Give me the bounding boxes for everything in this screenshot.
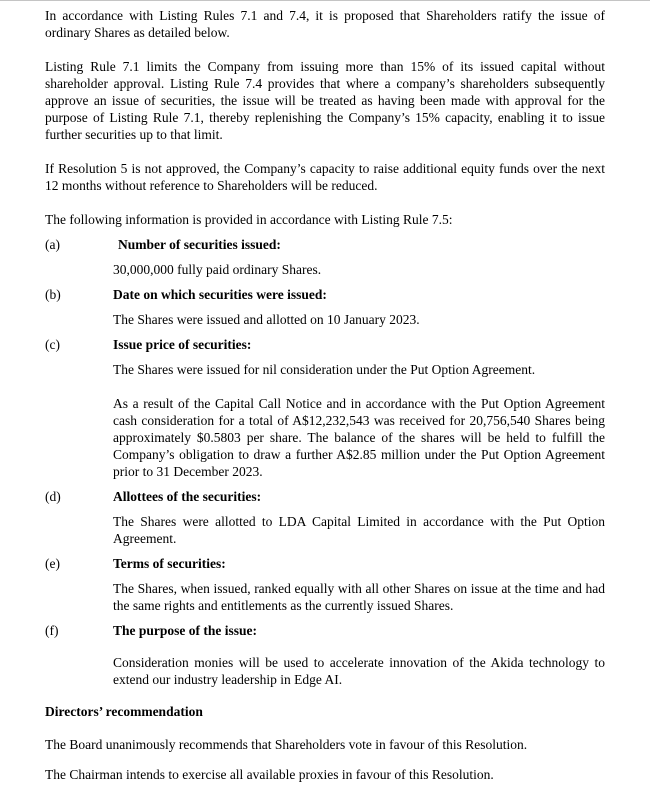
chairman-proxies-paragraph: The Chairman intends to exercise all available proxies in favour of this Resolution. [45,767,494,782]
list-item-b [45,286,605,328]
board-recommendation-paragraph: The Board unanimously recommends that Shareholders vote in favour of this Resolution. [45,737,528,752]
item-heading-f: The purpose of the issue: [113,623,258,638]
item-content-f [113,622,605,688]
item-heading-a: Number of securities issued: [118,237,281,252]
item-paragraph-d-1: The Shares were allotted to LDA Capital Limited in accordance with the Put Option Agreement. [113,514,605,546]
item-letter-b: (b) [45,287,61,302]
item-letter-d: (d) [45,489,61,504]
list-item-d [45,488,605,547]
item-paragraph-f-1: Consideration monies will be used to accelerate innovation of the Akida technology to extend our industry leadership in Edge AI. [113,655,605,687]
lead-in-paragraph: The following information is provided in accordance with Listing Rule 7.5: [45,212,453,227]
list-item-c [45,336,605,480]
item-paragraph-c-1: The Shares were issued for nil consideration under the Put Option Agreement. [113,362,536,377]
directors-recommendation-heading: Directors’ recommendation [45,704,203,719]
item-content-a [113,236,605,278]
item-heading-c: Issue price of securities: [113,337,252,352]
item-content-b [113,286,605,328]
item-content-d [113,488,605,547]
item-letter-a: (a) [45,237,60,252]
item-heading-b: Date on which securities were issued: [113,287,327,302]
item-paragraph-a-1: 30,000,000 fully paid ordinary Shares. [113,262,322,277]
item-heading-d: Allottees of the securities: [113,489,262,504]
intro-paragraph-2: Listing Rule 7.1 limits the Company from issuing more than 15% of its issued capital without shareholder approval. Listing Rule 7.4 provides that where a company’s shareholders subsequently approve an issue of securities, the issue will be treated as having been made with approval for the purpose of Listing Rule 7.1, thereby replenishing the Company’s 15% capacity, enabling it to issue further securities up to that limit. [45,59,605,142]
item-heading-e: Terms of securities: [113,556,226,571]
item-letter-e: (e) [45,556,60,571]
intro-paragraph-1: In accordance with Listing Rules 7.1 and 7.4, it is proposed that Shareholders ratify the issue of ordinary Shares as detailed below. [45,8,605,40]
item-letter-c: (c) [45,337,60,352]
intro-paragraph-3: If Resolution 5 is not approved, the Company’s capacity to raise additional equity funds over the next 12 months without reference to Shareholders will be reduced. [45,161,605,193]
item-paragraph-c-2: As a result of the Capital Call Notice and in accordance with the Put Option Agreement cash consideration for a total of A$12,232,543 was received for 20,756,540 Shares being approximately $0.5803 per share. The balance of the shares will be held to fulfill the Company’s obligation to draw a further A$2.85 million under the Put Option Agreement prior to 31 December 2023. [113,396,605,479]
item-content-c [113,336,605,480]
item-paragraph-b-1: The Shares were issued and allotted on 10 January 2023. [113,312,420,327]
item-content-e [113,555,605,614]
item-paragraph-e-1: The Shares, when issued, ranked equally with all other Shares on issue at the time and had the same rights and entitlements as the currently issued Shares. [113,581,605,613]
list-item-a [45,236,605,278]
item-letter-f: (f) [45,623,59,638]
list-item-f [45,622,605,688]
list-item-e [45,555,605,614]
